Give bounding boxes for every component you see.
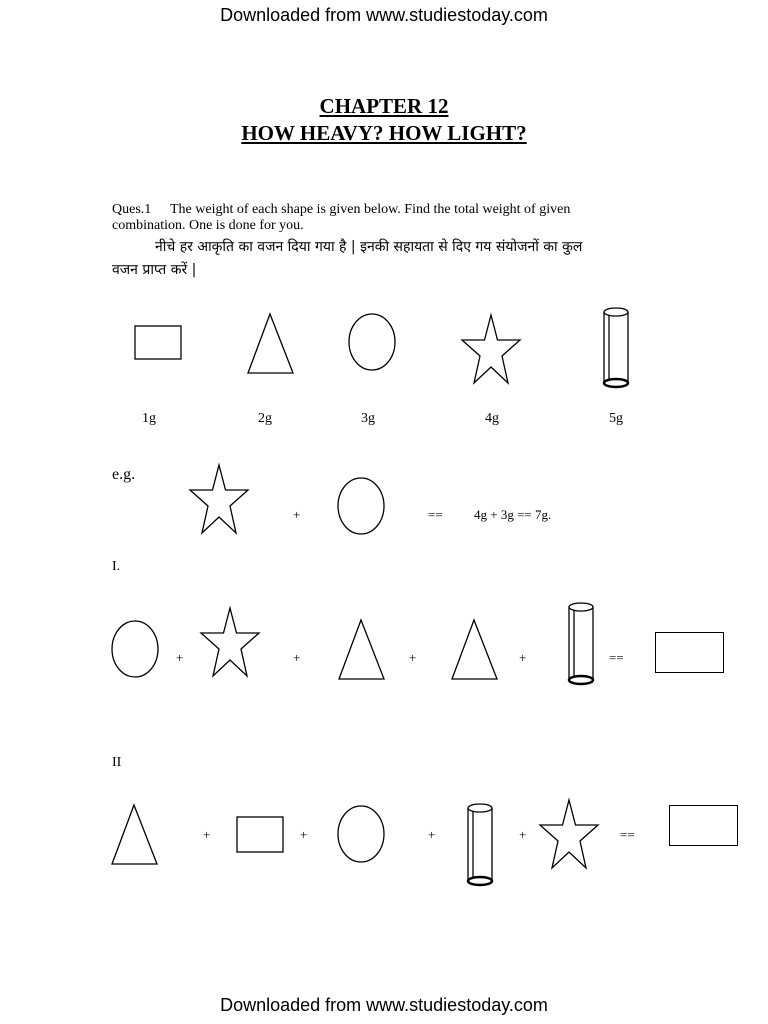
plus-sign: + xyxy=(293,507,301,522)
plus-sign: + xyxy=(519,827,527,842)
answer-box[interactable] xyxy=(655,632,724,673)
equals-sign: == xyxy=(620,827,635,842)
question-hindi-line2: वजन प्राप्त करें | xyxy=(112,262,197,278)
triangle-icon xyxy=(111,804,159,866)
question-text-line2: combination. One is done for you. xyxy=(112,218,304,233)
triangle-icon xyxy=(338,619,386,681)
circle-icon xyxy=(337,805,387,865)
weight-label: 5g xyxy=(609,411,623,426)
rectangle-icon xyxy=(134,325,184,361)
weight-label: 1g xyxy=(142,411,156,426)
equals-sign: == xyxy=(428,507,443,522)
equals-sign: == xyxy=(609,650,624,665)
plus-sign: + xyxy=(203,827,211,842)
weight-label: 4g xyxy=(485,411,499,426)
cylinder-icon xyxy=(466,803,496,887)
question-hindi-line1: नीचे हर आकृति का वजन दिया गया है | इनकी सहायता से दिए गय संयोजनों का कुल xyxy=(155,239,583,255)
example-answer: 4g + 3g == 7g. xyxy=(474,507,552,522)
header-watermark: Downloaded from www.studiestoday.com xyxy=(220,5,548,25)
circle-icon xyxy=(348,313,398,373)
chapter-number: CHAPTER 12 xyxy=(319,94,449,118)
footer-watermark: Downloaded from www.studiestoday.com xyxy=(220,995,548,1015)
cylinder-icon xyxy=(602,307,632,389)
circle-icon xyxy=(111,620,161,680)
plus-sign: + xyxy=(300,827,308,842)
rectangle-icon xyxy=(236,816,286,854)
cylinder-icon xyxy=(567,602,597,686)
chapter-title: HOW HEAVY? HOW LIGHT? xyxy=(241,121,527,145)
example-label: e.g. xyxy=(112,466,136,483)
triangle-icon xyxy=(451,619,499,681)
star-icon xyxy=(190,464,250,536)
circle-icon xyxy=(337,477,387,537)
star-icon xyxy=(462,314,522,386)
problem-1-label: I. xyxy=(112,559,121,574)
star-icon xyxy=(201,607,261,679)
answer-box[interactable] xyxy=(669,805,738,846)
plus-sign: + xyxy=(409,650,417,665)
star-icon xyxy=(540,799,600,871)
plus-sign: + xyxy=(428,827,436,842)
weight-label: 3g xyxy=(361,411,375,426)
plus-sign: + xyxy=(293,650,301,665)
weight-label: 2g xyxy=(258,411,272,426)
plus-sign: + xyxy=(176,650,184,665)
question-label: Ques.1 xyxy=(112,202,152,217)
problem-2-label: II xyxy=(112,755,122,770)
plus-sign: + xyxy=(519,650,527,665)
question-text-line1: The weight of each shape is given below. Find the total weight of given xyxy=(170,202,571,217)
triangle-icon xyxy=(247,313,295,375)
